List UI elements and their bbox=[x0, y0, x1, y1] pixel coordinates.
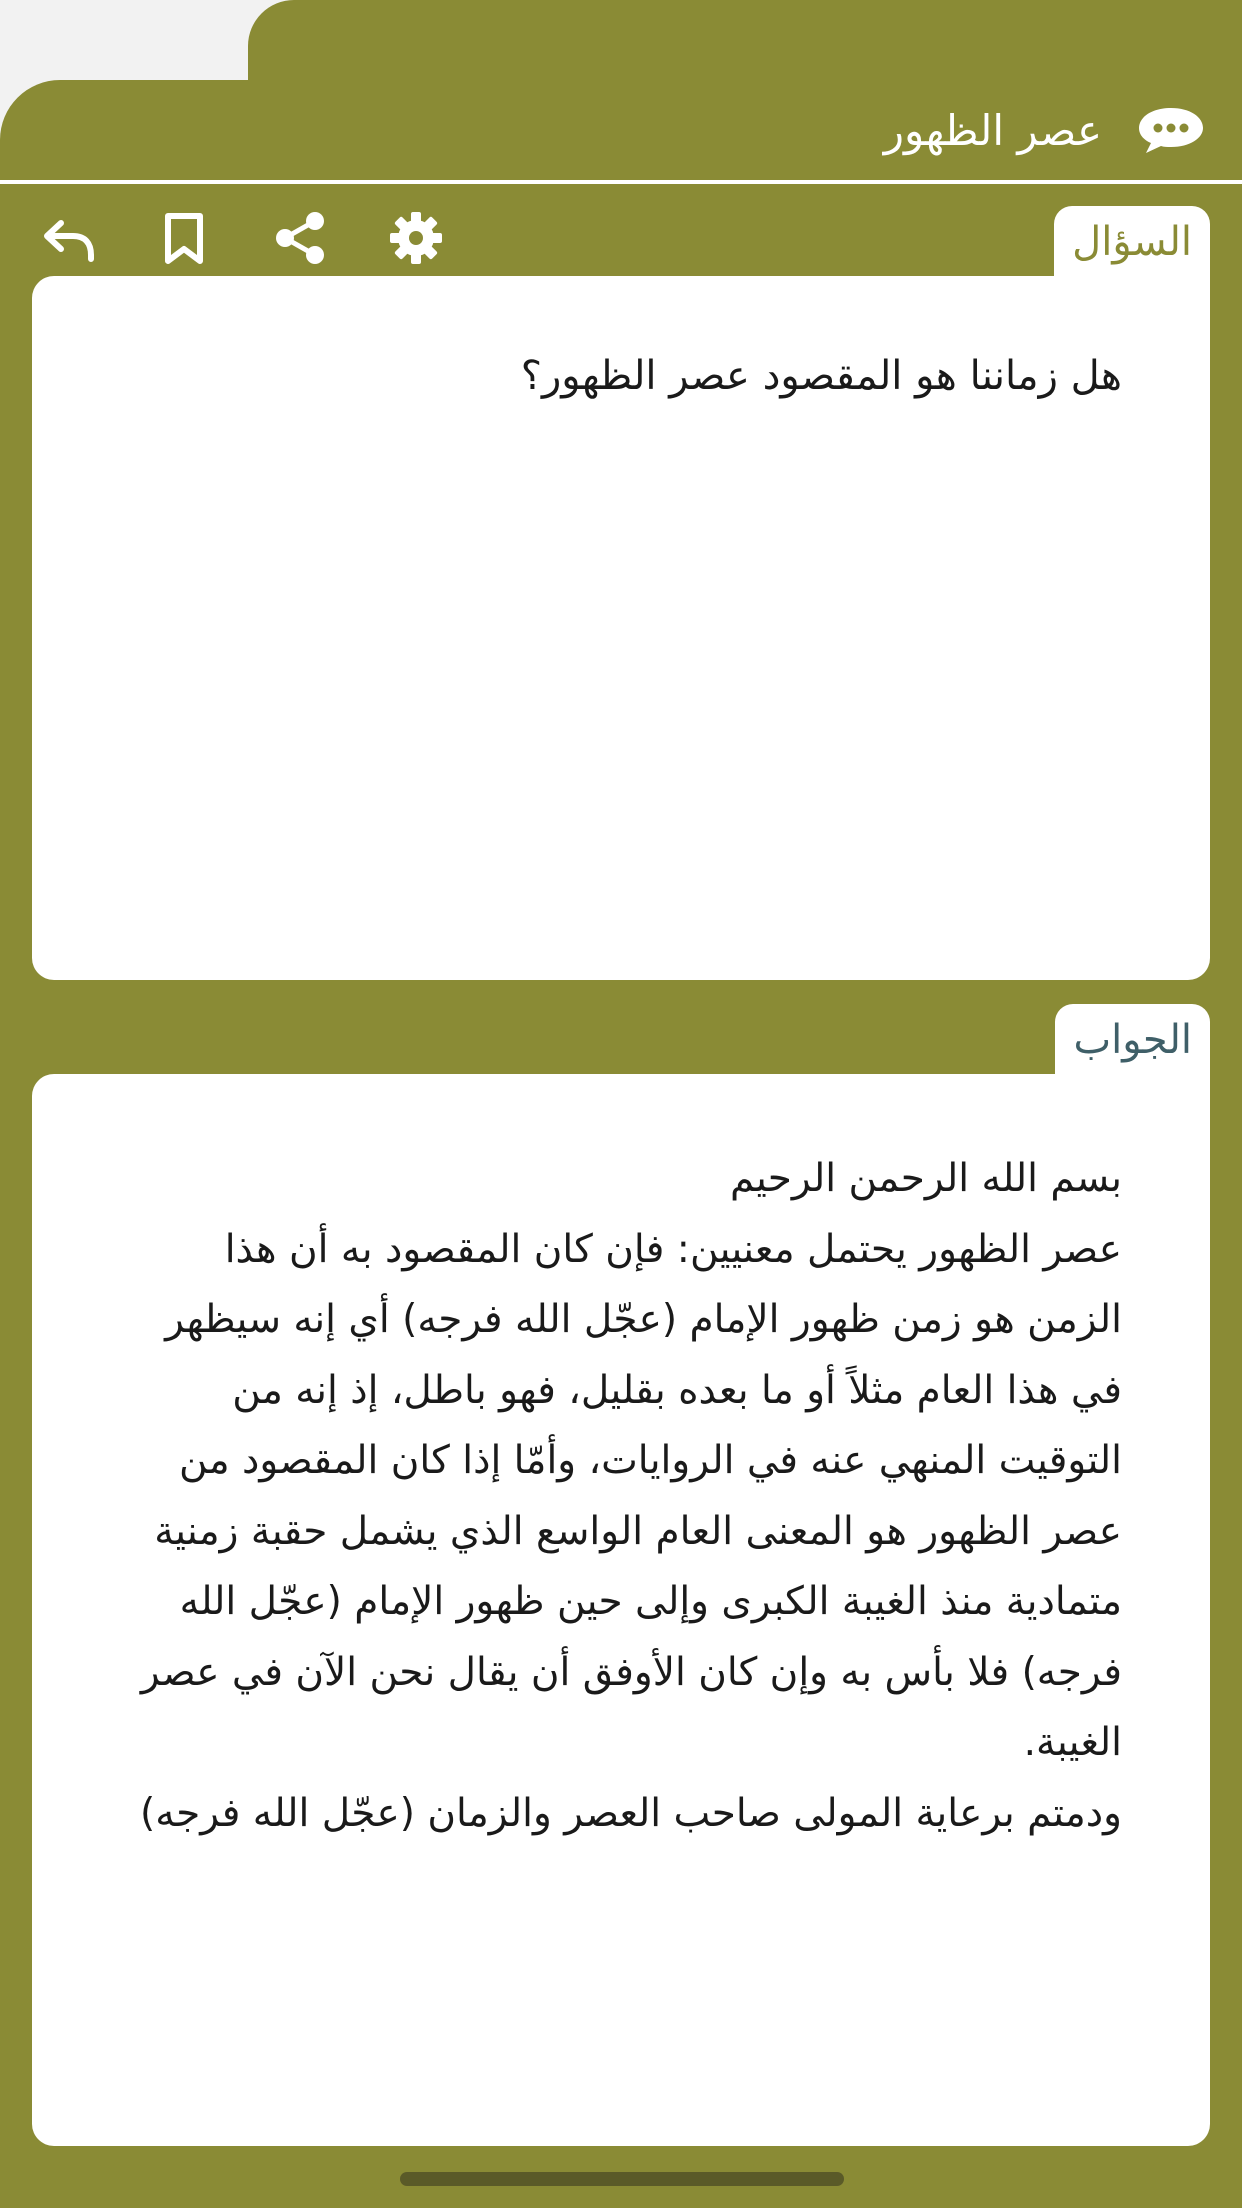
bookmark-button[interactable] bbox=[152, 206, 216, 270]
toolbar bbox=[36, 206, 448, 270]
answer-text: بسم الله الرحمن الرحيم عصر الظهور يحتمل معنيين: فإن كان المقصود به أن هذا الزمن هو زمن ظهور الإمام (عجّل الله فرجه) أي إنه سيظهر في هذا العام مثلاً أو ما بعده بقليل، فهو باطل، إذ إنه من التوقيت المنهي عنه في الروايات، وأمّا إذا كان المقصود من عصر الظهور هو المعنى العام الواسع الذي يشمل حقبة زمنية متمادية منذ الغيبة الكبرى وإلى حين ظهور الإمام (عجّل الله فرجه) فلا بأس به وإن كان الأوفق أن يقال نحن الآن في عصر الغيبة. ودمتم برعاية المولى صاحب العصر والزمان (عجّل الله فرجه) bbox=[140, 1156, 1122, 1836]
reply-button[interactable] bbox=[36, 206, 100, 270]
answer-tab: الجواب bbox=[1055, 1004, 1210, 1076]
settings-icon bbox=[387, 209, 445, 267]
bookmark-icon bbox=[155, 209, 213, 267]
answer-card bbox=[32, 1074, 1210, 2146]
share-icon bbox=[271, 209, 329, 267]
question-tab: السؤال bbox=[1054, 206, 1210, 278]
question-card bbox=[32, 276, 1210, 980]
reply-icon bbox=[39, 209, 97, 267]
settings-button[interactable] bbox=[384, 206, 448, 270]
app-header bbox=[0, 80, 1242, 180]
question-text: هل زماننا هو المقصود عصر الظهور؟ bbox=[520, 353, 1122, 399]
page-title: عصر الظهور bbox=[883, 105, 1102, 155]
share-button[interactable] bbox=[268, 206, 332, 270]
home-indicator[interactable] bbox=[400, 2172, 844, 2186]
chat-bubble-icon bbox=[1136, 105, 1206, 155]
header-divider bbox=[0, 180, 1242, 184]
